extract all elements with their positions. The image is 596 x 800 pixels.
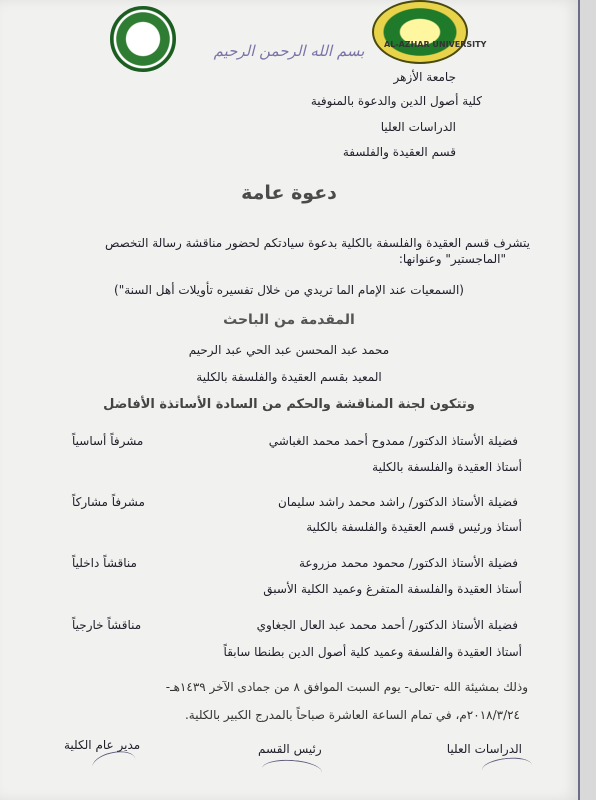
- handwritten-signature: [481, 755, 533, 779]
- committee-member-name: فضيلة الأستاذ الدكتور/ ممدوح أحمد محمد الغباشي: [268, 434, 518, 448]
- committee-member-role: مشرفاً أساسياً: [72, 434, 144, 448]
- committee-member-name: فضيلة الأستاذ الدكتور/ محمود محمد مزروعة: [298, 556, 518, 570]
- committee-member-title: أستاذ العقيدة والفلسفة بالكلية: [372, 460, 522, 474]
- researcher-name: محمد عبد المحسن عبد الحي عبد الرحيم: [188, 343, 390, 357]
- researcher-title: المعيد بقسم العقيدة والفلسفة بالكلية: [196, 370, 382, 384]
- invitation-title: دعوة عامة: [241, 182, 337, 204]
- committee-member-role: مشرفاً مشاركاً: [72, 495, 145, 509]
- handwritten-signature: [261, 758, 322, 783]
- signature-college-director: مدير عام الكلية: [64, 738, 141, 752]
- handwritten-signature: [90, 748, 138, 780]
- university-logo-caption: AL-AZHAR UNIVERSITY: [384, 40, 487, 49]
- committee-heading: وتتكون لجنة المناقشة والحكم من السادة الأساتذة الأفاضل: [103, 397, 475, 412]
- signature-grad-studies: الدراسات العليا: [446, 742, 522, 756]
- header-department: قسم العقيدة والفلسفة: [342, 145, 456, 159]
- presented-by-heading: المقدمة من الباحث: [223, 312, 355, 328]
- committee-member-role: مناقشاً خارجياً: [72, 618, 142, 632]
- header-university: جامعة الأزهر: [393, 70, 456, 84]
- basmala: بسم الله الرحمن الرحيم: [213, 42, 365, 60]
- committee-member-name: فضيلة الأستاذ الدكتور/ راشد محمد راشد سليمان: [278, 495, 518, 509]
- intro-line-1: يتشرف قسم العقيدة والفلسفة بالكلية بدعوة سيادتكم لحضور مناقشة رسالة التخصص: [104, 236, 530, 250]
- committee-member-name: فضيلة الأستاذ الدكتور/ أحمد محمد عبد العال الجغاوي: [256, 618, 518, 632]
- thesis-title: (السمعيات عند الإمام الما تريدي من خلال تفسيره تأويلات أهل السنة"): [114, 283, 464, 297]
- committee-member-title: أستاذ ورئيس قسم العقيدة والفلسفة بالكلية: [306, 520, 522, 534]
- committee-member-title: أستاذ العقيدة والفلسفة المتفرغ وعميد الكلية الأسبق: [263, 582, 522, 596]
- header-grad-studies: الدراسات العليا: [380, 120, 456, 134]
- header-faculty: كلية أصول الدين والدعوة بالمنوفية: [310, 94, 482, 108]
- committee-member-title: أستاذ العقيدة والفلسفة وعميد كلية أصول الدين بطنطا سابقاً: [223, 645, 522, 659]
- closing-line-2: ٢٠١٨/٣/٢٤م، في تمام الساعة العاشرة صباحاً بالمدرج الكبير بالكلية.: [184, 708, 520, 722]
- al-azhar-faculty-logo: [110, 6, 176, 72]
- intro-line-2: "الماجستير" وعنوانها:: [398, 252, 506, 266]
- signature-dept-head: رئيس القسم: [258, 742, 322, 756]
- committee-member-role: مناقشاً داخلياً: [72, 556, 137, 570]
- closing-line-1: وذلك بمشيئة الله -تعالى- يوم السبت الموافق ٨ من جمادى الآخر ١٤٣٩هـ-: [165, 680, 528, 694]
